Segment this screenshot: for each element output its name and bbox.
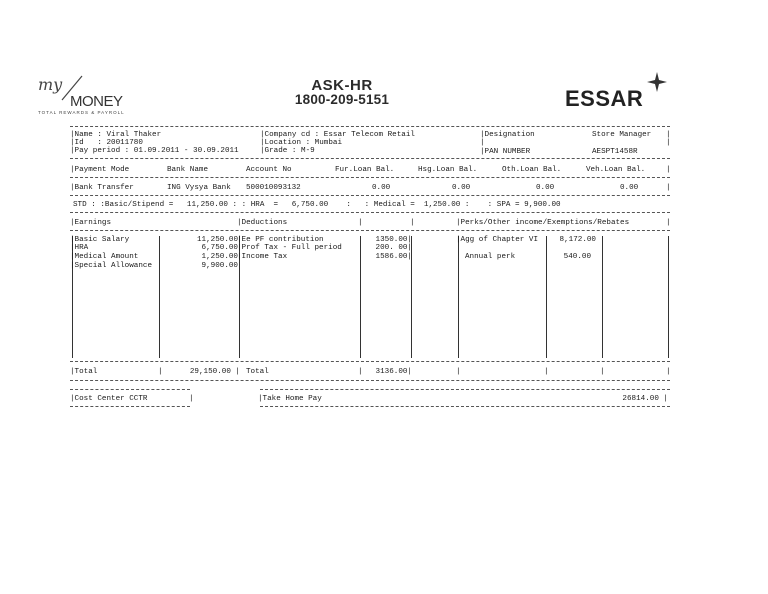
earning-label: |Basic Salary [70, 236, 130, 244]
separator-bar: | [480, 139, 485, 147]
svg-text:MONEY: MONEY [70, 93, 123, 110]
deduction-label: |Income Tax [237, 253, 288, 261]
employee-id: |Id : 20011780 [70, 139, 143, 147]
perk-label: Annual perk [465, 253, 516, 261]
take-home-value: 26814.00 | [622, 395, 668, 403]
earning-label: |Medical Amount [70, 253, 139, 261]
grid-line [458, 236, 459, 358]
fur-loan-balance: 0.00 [372, 184, 391, 192]
bank-account-no: 500010093132 [246, 184, 301, 192]
bank-header-oth-loan: Oth.Loan Bal. [502, 166, 562, 174]
divider [70, 361, 670, 362]
divider [70, 380, 670, 381]
grid-line [360, 236, 361, 358]
separator-bar: | [600, 368, 605, 376]
bank-header-fur-loan: Fur.Loan Bal. [335, 166, 395, 174]
designation-label: |Designation [480, 131, 535, 139]
separator-bar: | [666, 139, 671, 147]
take-home-label: |Take Home Pay [258, 395, 322, 403]
divider [70, 126, 670, 127]
pan-label: |PAN NUMBER [480, 148, 531, 156]
bank-header-bank-name: Bank Name [167, 166, 209, 174]
separator-bar: | [666, 184, 671, 192]
divider [70, 195, 670, 196]
separator-bar: | [544, 368, 549, 376]
helpline-block [282, 78, 402, 107]
deduction-label: |Prof Tax - Full period [237, 244, 342, 252]
deduction-label: |Ee PF contribution [237, 236, 324, 244]
essar-logo [565, 70, 675, 110]
deductions-total: 3136.00| [375, 368, 412, 376]
grade: |Grade : M-9 [260, 147, 315, 155]
separator-bar: | [410, 219, 415, 227]
separator-bar: | [158, 368, 163, 376]
bank-header-veh-loan: Veh.Loan Bal. [586, 166, 646, 174]
deduction-amount: 200. 00| [375, 244, 412, 252]
separator-bar: | [358, 368, 363, 376]
location: |Location : Mumbai [260, 139, 343, 147]
earnings-total-label: |Total [70, 368, 98, 376]
deductions-header: |Deductions [237, 219, 288, 227]
separator-bar: | [666, 219, 671, 227]
perk-label: |Agg of Chapter VI [456, 236, 539, 244]
cost-center: |Cost Center CCTR [70, 395, 148, 403]
divider [70, 212, 670, 213]
oth-loan-balance: 0.00 [536, 184, 555, 192]
bank-header-payment-mode: |Payment Mode [70, 166, 130, 174]
earning-amount: 11,250.00 [196, 236, 238, 244]
divider [70, 230, 670, 231]
earnings-total: 29,150.00 | [189, 368, 240, 376]
separator-bar: | [666, 368, 671, 376]
company-code: |Company cd : Essar Telecom Retail [260, 131, 415, 139]
mymoney-logo [38, 70, 138, 118]
divider [70, 158, 670, 159]
separator-bar: | [666, 131, 671, 139]
bank-header-hsg-loan: Hsg.Loan Bal. [418, 166, 478, 174]
grid-line [668, 236, 669, 358]
designation-value: Store Manager [592, 131, 652, 139]
employee-name: |Name : Viral Thaker [70, 131, 162, 139]
pay-period: |Pay period : 01.09.2011 - 30.09.2011 [70, 147, 239, 155]
deductions-total-label: Total [246, 368, 269, 376]
bank-name: ING Vysya Bank [167, 184, 231, 192]
earning-amount: 1,250.00 [201, 253, 238, 261]
bank-payment-mode: |Bank Transfer [70, 184, 134, 192]
earning-label: |HRA [70, 244, 89, 252]
helpline-number: 1800-209-5151 [294, 92, 390, 107]
pan-value: AESPT1458R [592, 148, 638, 156]
hsg-loan-balance: 0.00 [452, 184, 471, 192]
earnings-header: |Earnings [70, 219, 112, 227]
divider [70, 406, 190, 407]
earning-amount: 9,900.00 [201, 262, 238, 270]
company-logo-text: ESSAR [565, 86, 644, 111]
earning-label: |Special Allowance [70, 262, 153, 270]
helpline-title: ASK-HR [311, 77, 373, 94]
brand-tagline: TOTAL REWARDS & PAYROLL [38, 110, 125, 115]
svg-text:my: my [38, 75, 63, 94]
separator-bar: | [358, 219, 363, 227]
separator-bar: | [666, 166, 671, 174]
deduction-amount: 1350.00| [375, 236, 412, 244]
perk-amount: 540.00 [563, 253, 591, 261]
deduction-amount: 1586.00| [375, 253, 412, 261]
std-salary-line: STD : :Basic/Stipend = 11,250.00 : : HRA = 6,750.00 : : Medical = 1,250.00 : : SPA = 9,900.00 [73, 201, 561, 209]
veh-loan-balance: 0.00 [620, 184, 639, 192]
divider [260, 389, 670, 390]
bank-header-account-no: Account No [246, 166, 292, 174]
earning-amount: 6,750.00 [201, 244, 238, 252]
perks-header: |Perks/Other income/Exemptions/Rebates [456, 219, 630, 227]
grid-line [546, 236, 547, 358]
grid-line [602, 236, 603, 358]
divider [70, 389, 190, 390]
separator-bar: | [456, 368, 461, 376]
divider [70, 177, 670, 178]
divider [260, 406, 670, 407]
perk-amount: 8,172.00 [559, 236, 596, 244]
separator-bar: | [189, 395, 194, 403]
